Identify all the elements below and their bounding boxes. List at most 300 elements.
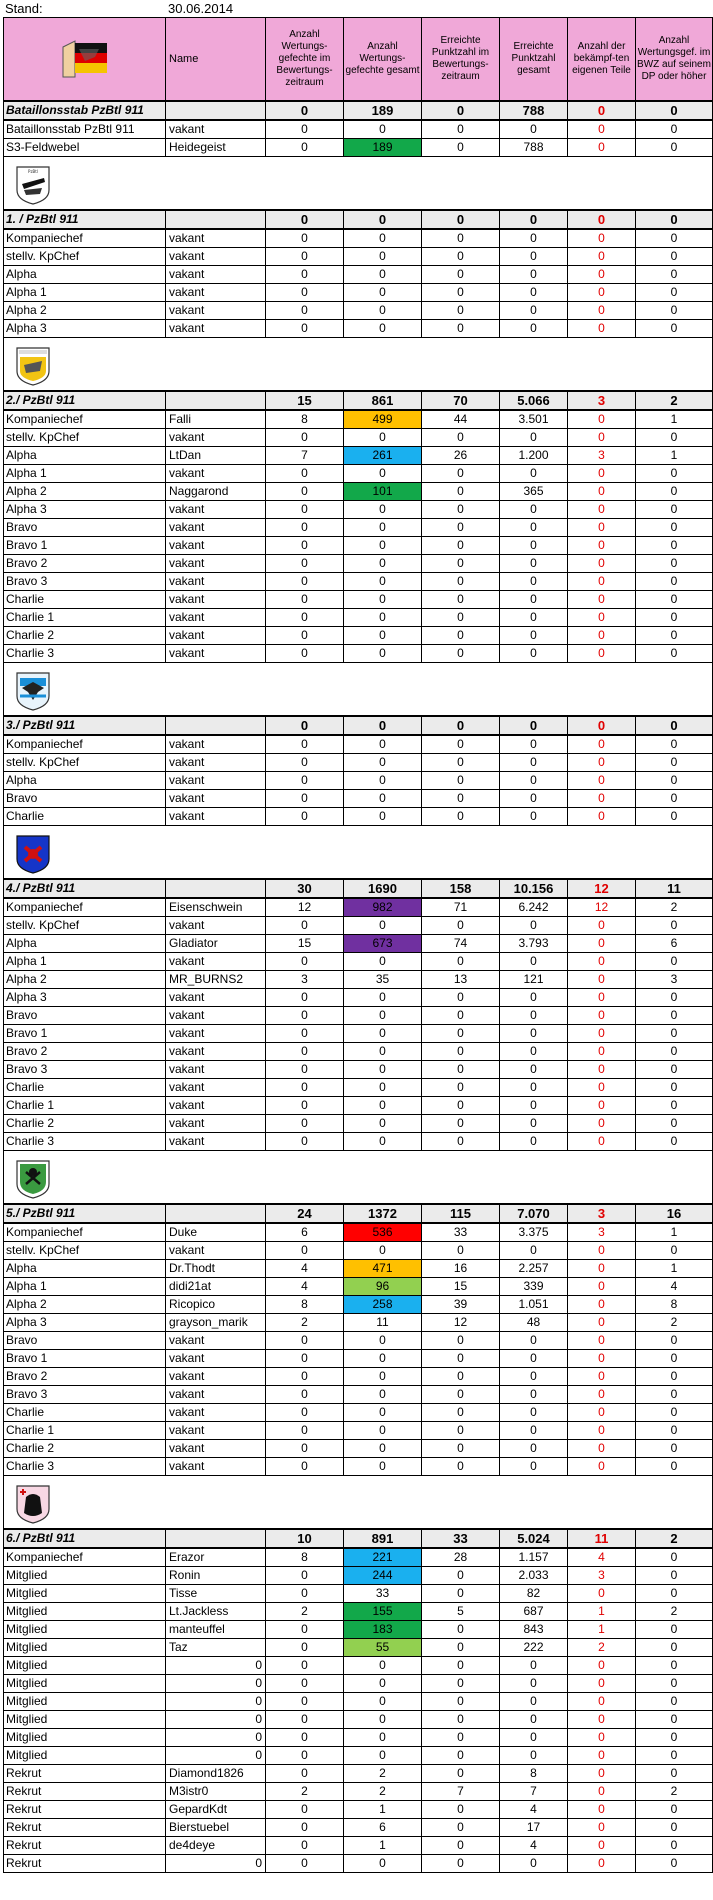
dp-gefechte-cell: 0	[636, 1567, 713, 1585]
eigene-teile-cell: 0	[568, 1765, 636, 1783]
gefechte-bwz-cell: 0	[266, 1801, 344, 1819]
name-cell: vakant	[166, 266, 266, 284]
crest-row-empty-cell	[422, 1476, 500, 1530]
crest-row	[4, 1151, 713, 1205]
rank-cell: Rekrut	[4, 1783, 166, 1801]
rank-cell: Rekrut	[4, 1801, 166, 1819]
dp-gefechte-cell: 2	[636, 1603, 713, 1621]
punkte-bwz-cell: 13	[422, 971, 500, 989]
crest-row-empty-cell	[344, 338, 422, 392]
gefechte-gesamt-cell: 0	[344, 284, 422, 302]
rank-cell: 2./ PzBtl 911	[4, 391, 166, 410]
eigene-teile-cell: 0	[568, 1675, 636, 1693]
gefechte-bwz-cell: 0	[266, 573, 344, 591]
rank-cell: Charlie	[4, 1404, 166, 1422]
rank-cell: Bravo 1	[4, 537, 166, 555]
gefechte-bwz-cell: 0	[266, 1007, 344, 1025]
rank-cell: Mitglied	[4, 1693, 166, 1711]
gefechte-bwz-cell: 4	[266, 1260, 344, 1278]
gefechte-bwz-cell: 0	[266, 1404, 344, 1422]
gefechte-gesamt-cell: 0	[344, 1458, 422, 1476]
punkte-gesamt-cell: 0	[500, 1133, 568, 1151]
dp-gefechte-cell: 3	[636, 971, 713, 989]
gefechte-bwz-cell: 0	[266, 1242, 344, 1260]
rank-cell: Charlie 3	[4, 645, 166, 663]
crest-cell	[4, 826, 166, 880]
eigene-teile-cell: 0	[568, 1783, 636, 1801]
crest-row-empty-cell	[344, 1476, 422, 1530]
rank-cell: Bravo 2	[4, 1043, 166, 1061]
table-row	[4, 1368, 713, 1386]
gefechte-bwz-cell: 0	[266, 1061, 344, 1079]
gefechte-bwz-cell: 0	[266, 1675, 344, 1693]
header-row	[4, 18, 713, 102]
punkte-gesamt-cell: 8	[500, 1765, 568, 1783]
table-row	[4, 1675, 713, 1693]
gefechte-bwz-cell: 8	[266, 410, 344, 429]
eigene-teile-cell: 0	[568, 573, 636, 591]
rank-cell: Bravo	[4, 1007, 166, 1025]
table-row	[4, 120, 713, 139]
punkte-gesamt-cell: 0	[500, 1386, 568, 1404]
punkte-bwz-cell: 0	[422, 1350, 500, 1368]
name-cell: 0	[166, 1657, 266, 1675]
name-cell: de4deye	[166, 1837, 266, 1855]
eigene-teile-cell: 0	[568, 1819, 636, 1837]
table-row	[4, 1567, 713, 1585]
tank-unit-crest-icon	[14, 164, 52, 206]
dp-gefechte-cell: 0	[636, 1657, 713, 1675]
name-cell: vakant	[166, 573, 266, 591]
punkte-gesamt-cell: 0	[500, 429, 568, 447]
gefechte-gesamt-cell: 0	[344, 627, 422, 645]
dp-gefechte-cell: 16	[636, 1204, 713, 1223]
dp-gefechte-cell: 1	[636, 410, 713, 429]
crest-row-empty-cell	[344, 157, 422, 211]
punkte-bwz-cell: 0	[422, 1458, 500, 1476]
name-cell: 0	[166, 1729, 266, 1747]
name-cell: 0	[166, 1693, 266, 1711]
gefechte-bwz-cell: 0	[266, 320, 344, 338]
name-cell: manteuffel	[166, 1621, 266, 1639]
name-cell: GepardKdt	[166, 1801, 266, 1819]
eigene-teile-cell: 0	[568, 1711, 636, 1729]
eigene-teile-cell: 0	[568, 320, 636, 338]
eigene-teile-cell: 0	[568, 1007, 636, 1025]
rank-cell: Rekrut	[4, 1855, 166, 1873]
rank-cell: stellv. KpChef	[4, 248, 166, 266]
dp-gefechte-cell: 0	[636, 1043, 713, 1061]
punkte-bwz-cell: 0	[422, 555, 500, 573]
eigene-teile-cell: 0	[568, 555, 636, 573]
table-row	[4, 1855, 713, 1873]
gefechte-bwz-cell: 0	[266, 1368, 344, 1386]
name-cell: vakant	[166, 1440, 266, 1458]
gefechte-bwz-cell: 8	[266, 1296, 344, 1314]
dp-gefechte-cell: 0	[636, 1133, 713, 1151]
table-row	[4, 1603, 713, 1621]
rank-cell: Alpha 2	[4, 483, 166, 501]
gefechte-gesamt-cell: 0	[344, 429, 422, 447]
crest-row-empty-cell	[500, 338, 568, 392]
eigene-teile-cell: 0	[568, 1368, 636, 1386]
punkte-bwz-cell: 0	[422, 501, 500, 519]
rank-cell: Kompaniechef	[4, 410, 166, 429]
punkte-bwz-cell: 0	[422, 519, 500, 537]
name-cell: vakant	[166, 284, 266, 302]
punkte-bwz-cell: 0	[422, 1133, 500, 1151]
dp-gefechte-cell: 0	[636, 917, 713, 935]
table-row	[4, 1440, 713, 1458]
punkte-gesamt-cell: 0	[500, 1061, 568, 1079]
dp-gefechte-cell: 0	[636, 537, 713, 555]
punkte-bwz-cell: 0	[422, 1386, 500, 1404]
gefechte-gesamt-cell: 0	[344, 1711, 422, 1729]
dp-gefechte-cell: 0	[636, 953, 713, 971]
name-cell	[166, 716, 266, 735]
crest-row-empty-cell	[568, 157, 636, 211]
company-total-row	[4, 1529, 713, 1548]
name-cell: vakant	[166, 501, 266, 519]
rank-cell: 4./ PzBtl 911	[4, 879, 166, 898]
punkte-bwz-cell: 70	[422, 391, 500, 410]
rank-cell: Alpha 3	[4, 501, 166, 519]
dp-gefechte-cell: 1	[636, 447, 713, 465]
col-header-4: Erreichte Punktzahl gesamt	[500, 18, 568, 102]
dp-gefechte-cell: 0	[636, 645, 713, 663]
rank-cell: Alpha 1	[4, 953, 166, 971]
eigene-teile-cell: 0	[568, 1350, 636, 1368]
crest-row	[4, 1476, 713, 1530]
eigene-teile-cell: 0	[568, 1404, 636, 1422]
punkte-bwz-cell: 74	[422, 935, 500, 953]
crest-row-empty-cell	[500, 1151, 568, 1205]
punkte-bwz-cell: 0	[422, 609, 500, 627]
name-cell: vakant	[166, 1350, 266, 1368]
eigene-teile-cell: 3	[568, 1204, 636, 1223]
name-cell	[166, 1204, 266, 1223]
gefechte-bwz-cell: 0	[266, 1386, 344, 1404]
name-cell: vakant	[166, 1061, 266, 1079]
punkte-bwz-cell: 0	[422, 1025, 500, 1043]
rank-cell: Alpha 3	[4, 989, 166, 1007]
gefechte-gesamt-cell: 0	[344, 1693, 422, 1711]
table-row	[4, 1585, 713, 1603]
gefechte-bwz-cell: 0	[266, 917, 344, 935]
name-cell: vakant	[166, 465, 266, 483]
gefechte-bwz-cell: 0	[266, 465, 344, 483]
name-cell: Tisse	[166, 1585, 266, 1603]
punkte-bwz-cell: 0	[422, 772, 500, 790]
crest-cell	[4, 338, 166, 392]
gefechte-bwz-cell: 6	[266, 1223, 344, 1242]
gefechte-bwz-cell: 0	[266, 139, 344, 157]
rank-cell: Charlie 2	[4, 1115, 166, 1133]
rank-cell: Charlie 1	[4, 1422, 166, 1440]
name-cell: Ricopico	[166, 1296, 266, 1314]
gefechte-bwz-cell: 0	[266, 501, 344, 519]
gefechte-bwz-cell: 0	[266, 1350, 344, 1368]
punkte-gesamt-cell: 0	[500, 1855, 568, 1873]
punkte-gesamt-cell: 339	[500, 1278, 568, 1296]
name-cell: vakant	[166, 519, 266, 537]
gefechte-bwz-cell: 0	[266, 1458, 344, 1476]
battalion-flag-cell	[4, 18, 166, 102]
dp-gefechte-cell: 0	[636, 573, 713, 591]
punkte-bwz-cell: 0	[422, 1079, 500, 1097]
table-row	[4, 1260, 713, 1278]
name-cell	[166, 1529, 266, 1548]
punkte-bwz-cell: 33	[422, 1223, 500, 1242]
rank-cell: Bravo	[4, 790, 166, 808]
dp-gefechte-cell: 0	[636, 591, 713, 609]
punkte-gesamt-cell: 687	[500, 1603, 568, 1621]
crest-row	[4, 157, 713, 211]
gefechte-gesamt-cell: 11	[344, 1314, 422, 1332]
dp-gefechte-cell: 0	[636, 790, 713, 808]
name-cell: Erazor	[166, 1548, 266, 1567]
dp-gefechte-cell: 0	[636, 120, 713, 139]
eigene-teile-cell: 3	[568, 447, 636, 465]
crest-row-empty-cell	[422, 826, 500, 880]
dp-gefechte-cell: 1	[636, 1260, 713, 1278]
punkte-gesamt-cell: 0	[500, 1693, 568, 1711]
name-cell: vakant	[166, 248, 266, 266]
punkte-bwz-cell: 0	[422, 284, 500, 302]
gefechte-bwz-cell: 0	[266, 429, 344, 447]
eigene-teile-cell: 0	[568, 1585, 636, 1603]
rank-cell: Rekrut	[4, 1765, 166, 1783]
punkte-bwz-cell: 0	[422, 591, 500, 609]
name-cell: didi21at	[166, 1278, 266, 1296]
crest-row-empty-cell	[344, 1151, 422, 1205]
gefechte-bwz-cell: 30	[266, 879, 344, 898]
punkte-bwz-cell: 15	[422, 1278, 500, 1296]
gefechte-bwz-cell: 0	[266, 1097, 344, 1115]
gefechte-gesamt-cell: 0	[344, 609, 422, 627]
punkte-gesamt-cell: 0	[500, 1422, 568, 1440]
gefechte-gesamt-cell: 471	[344, 1260, 422, 1278]
dp-gefechte-cell: 0	[636, 1386, 713, 1404]
crest-row-empty-cell	[568, 1476, 636, 1530]
crest-row-empty-cell	[266, 663, 344, 717]
crest-row	[4, 338, 713, 392]
eigene-teile-cell: 0	[568, 1242, 636, 1260]
eigene-teile-cell: 0	[568, 808, 636, 826]
dp-gefechte-cell: 0	[636, 1765, 713, 1783]
dp-gefechte-cell: 0	[636, 1025, 713, 1043]
name-cell: MR_BURNS2	[166, 971, 266, 989]
gefechte-gesamt-cell: 35	[344, 971, 422, 989]
gefechte-gesamt-cell: 0	[344, 210, 422, 229]
rank-cell: Bravo 3	[4, 573, 166, 591]
punkte-bwz-cell: 39	[422, 1296, 500, 1314]
name-cell: vakant	[166, 1386, 266, 1404]
rank-cell: 5./ PzBtl 911	[4, 1204, 166, 1223]
eigene-teile-cell: 0	[568, 1657, 636, 1675]
dp-gefechte-cell: 0	[636, 483, 713, 501]
col-header-5: Anzahl der bekämpf-ten eigenen Teile	[568, 18, 636, 102]
table-row	[4, 1693, 713, 1711]
dp-gefechte-cell: 0	[636, 1350, 713, 1368]
gefechte-bwz-cell: 0	[266, 1332, 344, 1350]
eigene-teile-cell: 0	[568, 210, 636, 229]
gefechte-gesamt-cell: 0	[344, 1729, 422, 1747]
rank-cell: stellv. KpChef	[4, 429, 166, 447]
gefechte-gesamt-cell: 0	[344, 1115, 422, 1133]
gefechte-gesamt-cell: 0	[344, 120, 422, 139]
rank-cell: Kompaniechef	[4, 735, 166, 754]
punkte-bwz-cell: 0	[422, 1097, 500, 1115]
gefechte-bwz-cell: 15	[266, 935, 344, 953]
gefechte-gesamt-cell: 0	[344, 1368, 422, 1386]
crest-row-empty-cell	[636, 663, 713, 717]
eigene-teile-cell: 0	[568, 1422, 636, 1440]
punkte-gesamt-cell: 3.501	[500, 410, 568, 429]
gefechte-gesamt-cell: 861	[344, 391, 422, 410]
name-cell: vakant	[166, 989, 266, 1007]
punkte-gesamt-cell: 0	[500, 1115, 568, 1133]
dp-gefechte-cell: 0	[636, 1061, 713, 1079]
table-row	[4, 772, 713, 790]
rank-cell: Bravo 1	[4, 1025, 166, 1043]
eigene-teile-cell: 0	[568, 935, 636, 953]
dp-gefechte-cell: 0	[636, 465, 713, 483]
dp-gefechte-cell: 0	[636, 1368, 713, 1386]
punkte-gesamt-cell: 7	[500, 1783, 568, 1801]
punkte-gesamt-cell: 0	[500, 953, 568, 971]
gefechte-gesamt-cell: 0	[344, 953, 422, 971]
rank-cell: Kompaniechef	[4, 898, 166, 917]
name-cell: Heidegeist	[166, 139, 266, 157]
table-row	[4, 1765, 713, 1783]
ranking-table	[3, 17, 713, 1873]
gefechte-bwz-cell: 0	[266, 248, 344, 266]
gefechte-gesamt-cell: 0	[344, 989, 422, 1007]
gefechte-bwz-cell: 0	[266, 772, 344, 790]
table-row	[4, 935, 713, 953]
gefechte-bwz-cell: 0	[266, 645, 344, 663]
gefechte-gesamt-cell: 891	[344, 1529, 422, 1548]
punkte-bwz-cell: 0	[422, 1675, 500, 1693]
gefechte-gesamt-cell: 261	[344, 447, 422, 465]
punkte-gesamt-cell: 0	[500, 645, 568, 663]
dp-gefechte-cell: 0	[636, 1819, 713, 1837]
name-cell	[166, 101, 266, 120]
name-cell: vakant	[166, 1368, 266, 1386]
gefechte-gesamt-cell: 55	[344, 1639, 422, 1657]
table-row	[4, 501, 713, 519]
table-row	[4, 447, 713, 465]
eigene-teile-cell: 0	[568, 971, 636, 989]
punkte-bwz-cell: 0	[422, 101, 500, 120]
punkte-bwz-cell: 0	[422, 120, 500, 139]
crest-row-empty-cell	[266, 826, 344, 880]
rank-cell: Charlie 3	[4, 1133, 166, 1151]
dp-gefechte-cell: 0	[636, 1729, 713, 1747]
stand-line	[5, 0, 705, 17]
gefechte-bwz-cell: 0	[266, 101, 344, 120]
table-row	[4, 1422, 713, 1440]
gefechte-gesamt-cell: 183	[344, 1621, 422, 1639]
gefechte-gesamt-cell: 0	[344, 1440, 422, 1458]
punkte-gesamt-cell: 0	[500, 1007, 568, 1025]
punkte-bwz-cell: 0	[422, 1765, 500, 1783]
yellow-crest-icon	[14, 345, 52, 387]
table-row	[4, 917, 713, 935]
dp-gefechte-cell: 0	[636, 429, 713, 447]
table-row	[4, 1621, 713, 1639]
crest-row	[4, 826, 713, 880]
eigene-teile-cell: 0	[568, 627, 636, 645]
punkte-gesamt-cell: 788	[500, 139, 568, 157]
crest-cell	[4, 157, 166, 211]
eigene-teile-cell: 0	[568, 1855, 636, 1873]
dp-gefechte-cell: 0	[636, 139, 713, 157]
gefechte-bwz-cell: 0	[266, 519, 344, 537]
dp-gefechte-cell: 0	[636, 1440, 713, 1458]
name-cell: 0	[166, 1855, 266, 1873]
punkte-gesamt-cell: 0	[500, 1079, 568, 1097]
table-row	[4, 555, 713, 573]
crest-row	[4, 663, 713, 717]
col-header-6: Anzahl Wertungsgef. im BWZ auf seinem DP oder höher	[636, 18, 713, 102]
rank-cell: Alpha 3	[4, 320, 166, 338]
punkte-bwz-cell: 0	[422, 1585, 500, 1603]
table-row	[4, 266, 713, 284]
table-row	[4, 1025, 713, 1043]
gefechte-bwz-cell: 0	[266, 1837, 344, 1855]
gefechte-gesamt-cell: 0	[344, 1242, 422, 1260]
eigene-teile-cell: 0	[568, 1693, 636, 1711]
crest-row-empty-cell	[266, 1151, 344, 1205]
dp-gefechte-cell: 0	[636, 1404, 713, 1422]
punkte-bwz-cell: 0	[422, 716, 500, 735]
dp-gefechte-cell: 8	[636, 1296, 713, 1314]
punkte-bwz-cell: 0	[422, 1440, 500, 1458]
punkte-bwz-cell: 0	[422, 989, 500, 1007]
punkte-bwz-cell: 0	[422, 302, 500, 320]
gefechte-gesamt-cell: 673	[344, 935, 422, 953]
punkte-gesamt-cell: 0	[500, 1025, 568, 1043]
gefechte-gesamt-cell: 0	[344, 465, 422, 483]
eigene-teile-cell: 0	[568, 790, 636, 808]
gefechte-gesamt-cell: 0	[344, 735, 422, 754]
rank-cell: Alpha	[4, 447, 166, 465]
crest-row-empty-cell	[500, 157, 568, 211]
punkte-bwz-cell: 0	[422, 1747, 500, 1765]
dp-gefechte-cell: 0	[636, 1097, 713, 1115]
gefechte-gesamt-cell: 0	[344, 754, 422, 772]
name-cell: Eisenschwein	[166, 898, 266, 917]
col-header-1: Anzahl Wertungs-gefechte im Bewertungs-zeitraum	[266, 18, 344, 102]
gefechte-gesamt-cell: 1	[344, 1837, 422, 1855]
punkte-gesamt-cell: 0	[500, 573, 568, 591]
name-cell: vakant	[166, 537, 266, 555]
punkte-gesamt-cell: 788	[500, 101, 568, 120]
crest-row-empty-cell	[422, 157, 500, 211]
eigene-teile-cell: 0	[568, 591, 636, 609]
punkte-gesamt-cell: 4	[500, 1837, 568, 1855]
name-cell: vakant	[166, 645, 266, 663]
rank-cell: Bravo 3	[4, 1061, 166, 1079]
gefechte-gesamt-cell: 33	[344, 1585, 422, 1603]
table-row	[4, 229, 713, 248]
name-cell: vakant	[166, 609, 266, 627]
eigene-teile-cell: 0	[568, 754, 636, 772]
table-row	[4, 1548, 713, 1567]
rank-cell: Charlie 2	[4, 1440, 166, 1458]
